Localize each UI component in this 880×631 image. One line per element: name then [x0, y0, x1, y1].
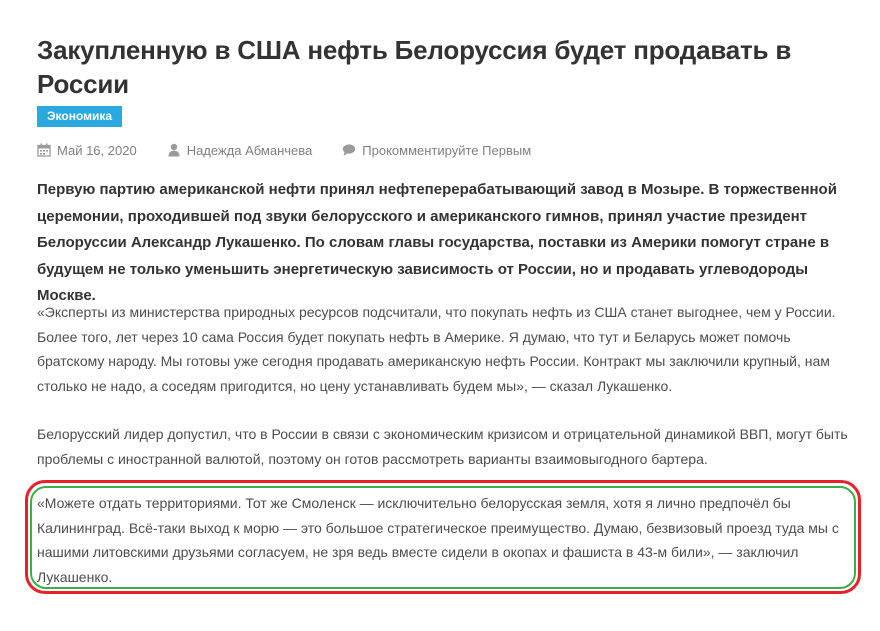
meta-author[interactable] — [167, 143, 313, 158]
meta-author-text[interactable]: Надежда Абманчева — [186, 142, 313, 158]
article-paragraph: «Эксперты из министерства природных ресурсов подсчитали, что покупать нефть из США станет выгоднее, чем у России. Более того, лет через 10 сама Россия будет покупать нефть в Америке. Я думаю, что тут и Беларусь может помочь братскому народу. Мы готовы уже сегодня продавать американскую нефть России. Контракт мы заключили крупный, нам столько не надо, а соседям пригодится, но цену устанавливать будем мы», — сказал Лукашенко. — [37, 304, 836, 394]
article-meta — [37, 141, 561, 159]
article-paragraph: Белорусский лидер допустил, что в России в связи с экономическим кризисом и отрицательной динамикой ВВП, могут быть проблемы с иностранной валютой, поэтому он готов рассмотреть варианты взаимовыгодного бартера. — [37, 426, 848, 467]
calendar-icon — [37, 143, 51, 157]
category-badge[interactable]: Экономика — [37, 106, 122, 127]
article-title: Закупленную в США нефть Белоруссия будет продавать в России — [37, 35, 792, 99]
comment-icon — [342, 143, 356, 157]
article-paragraph-highlighted: «Можете отдать территориями. Тот же Смоленск — исключительно белорусская земля, хотя я лично предпочёл бы Калининград. Всё-таки выход к морю — это большое стратегическое преимущество. Думаю, безвизовый проезд туда мы с нашими литовскими друзьями согласуем, не зря ведь вместе сидели в окопах и фашиста в 43-м били», — заключил Лукашенко. — [37, 495, 839, 585]
meta-date — [37, 143, 137, 158]
meta-comments-text[interactable]: Прокомментируйте Первым — [362, 142, 532, 158]
user-icon — [167, 143, 181, 157]
meta-date-text: Май 16, 2020 — [57, 142, 137, 158]
meta-comments[interactable] — [342, 143, 531, 158]
highlight-outline-green — [30, 486, 856, 589]
article-lead: Первую партию американской нефти принял нефтеперерабатывающий завод в Мозыре. В торжественной церемонии, проходившей под звуки белорусского и американского гимнов, принял участие президент Белоруссии Александр Лукашенко. По словам главы государства, поставки из Америки помогут стране в будущем не только уменьшить энергетическую зависимость от России, но и продавать углеводороды Москве. — [37, 181, 837, 304]
